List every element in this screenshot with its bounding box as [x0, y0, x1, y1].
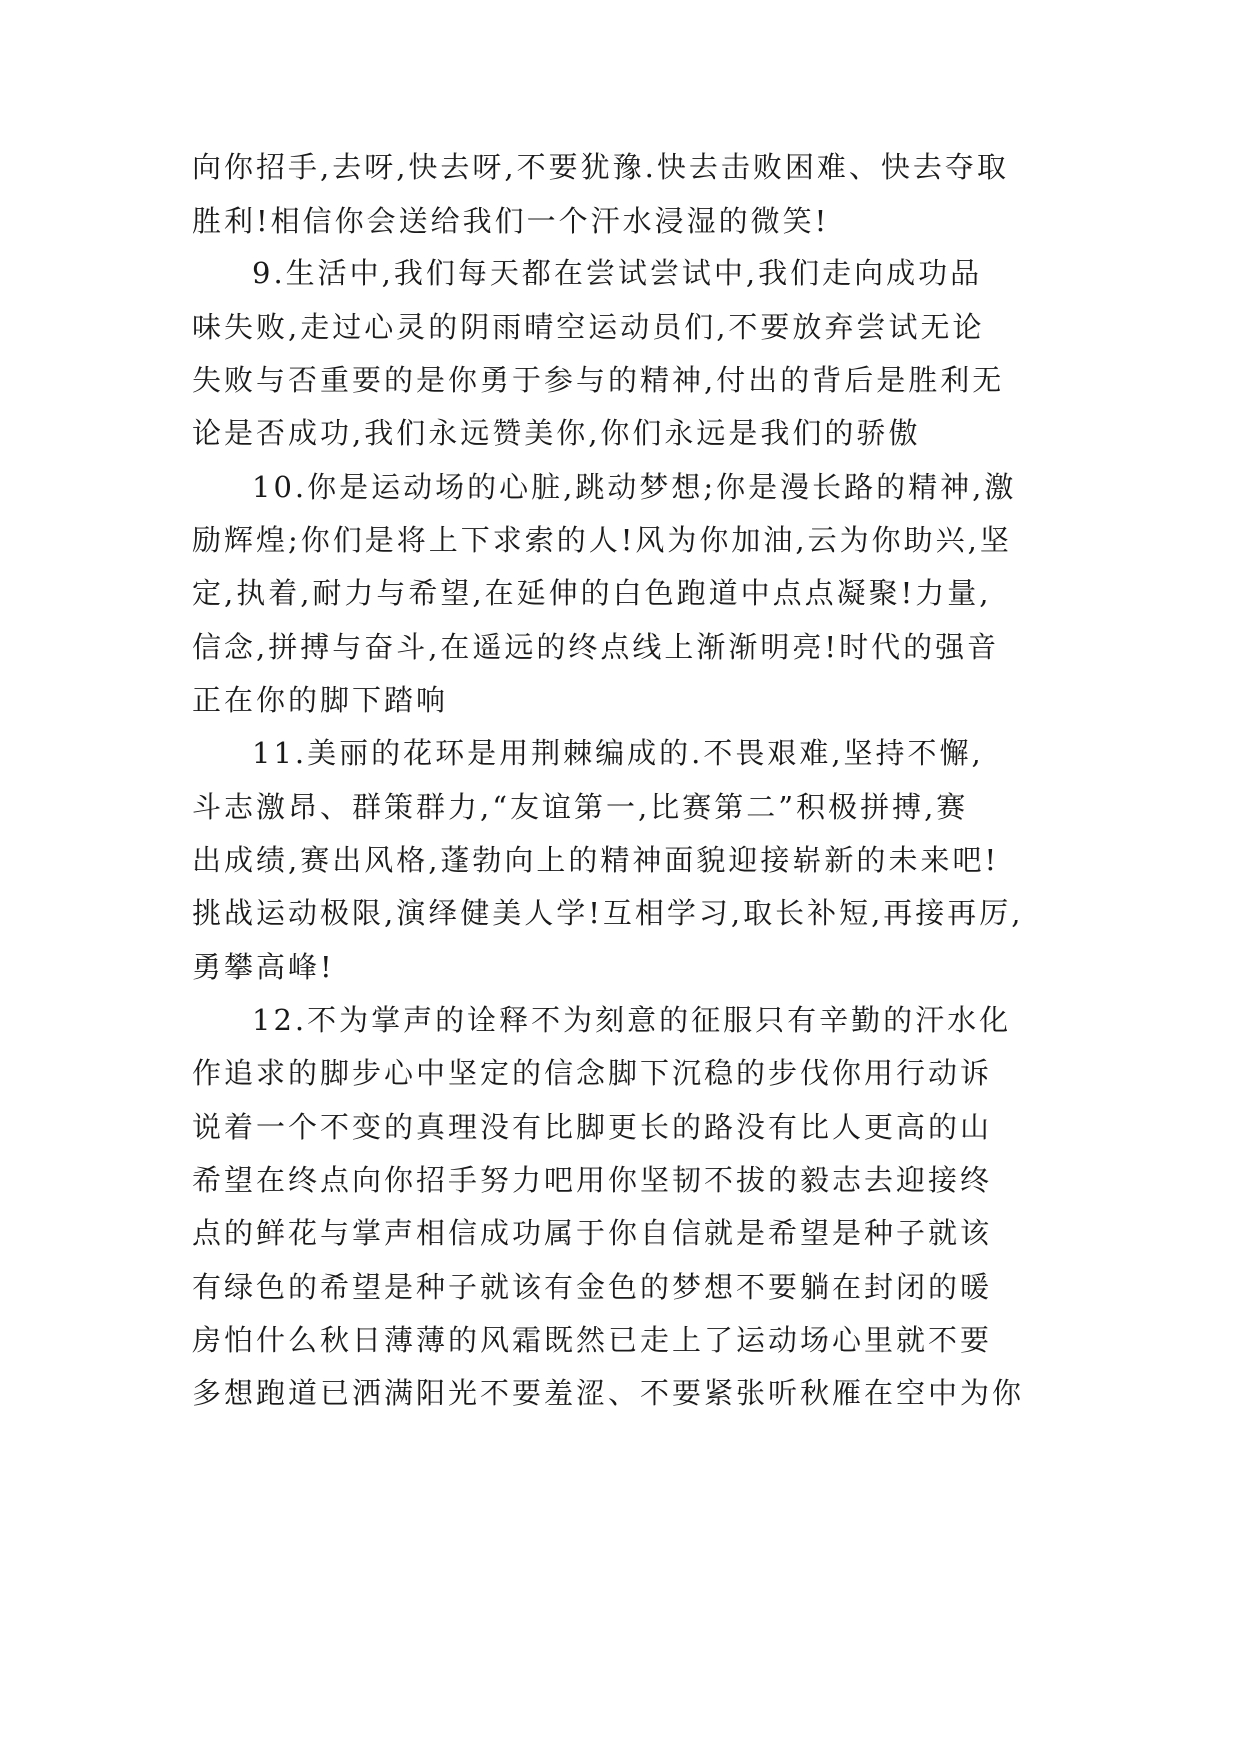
paragraph-9-start: 9.生活中,我们每天都在尝试尝试中,我们走向成功品 — [252, 256, 983, 290]
text-line: 定,执着,耐力与希望,在延伸的白色跑道中点点凝聚!力量, — [192, 576, 992, 610]
text-line: 论是否成功,我们永远赞美你,你们永远是我们的骄傲 — [192, 416, 921, 450]
text-line: 信念,拼搏与奋斗,在遥远的终点线上渐渐明亮!时代的强音 — [192, 630, 1000, 664]
text-line: 说着一个不变的真理没有比脚更长的路没有比人更高的山 — [192, 1110, 993, 1144]
text-line: 房怕什么秋日薄薄的风霜既然已走上了运动场心里就不要 — [192, 1323, 993, 1357]
text-line: 作追求的脚步心中坚定的信念脚下沉稳的步伐你用行动诉 — [192, 1056, 993, 1090]
text-line: 向你招手,去呀,快去呀,不要犹豫.快去击败困难、快去夺取 — [192, 150, 1009, 184]
paragraph-10-start: 10.你是运动场的心脏,跳动梦想;你是漫长路的精神,激 — [252, 470, 1017, 504]
text-line: 勇攀高峰! — [192, 950, 335, 984]
text-line: 正在你的脚下踏响 — [192, 683, 449, 717]
text-line: 味失败,走过心灵的阴雨晴空运动员们,不要放弃尝试无论 — [192, 310, 985, 344]
paragraph-12-start: 12.不为掌声的诠释不为刻意的征服只有辛勤的汗水化 — [252, 1003, 1012, 1037]
text-line: 多想跑道已洒满阳光不要羞涩、不要紧张听秋雁在空中为你 — [192, 1376, 1025, 1410]
text-line: 点的鲜花与掌声相信成功属于你自信就是希望是种子就该 — [192, 1216, 993, 1250]
text-line: 挑战运动极限,演绎健美人学!互相学习,取长补短,再接再厉, — [192, 896, 1024, 930]
text-line: 胜利!相信你会送给我们一个汗水浸湿的微笑! — [192, 204, 830, 238]
text-line: 希望在终点向你招手努力吧用你坚韧不拔的毅志去迎接终 — [192, 1163, 993, 1197]
text-line: 出成绩,赛出风格,蓬勃向上的精神面貌迎接崭新的未来吧! — [192, 843, 1000, 877]
text-line: 失败与否重要的是你勇于参与的精神,付出的背后是胜利无 — [192, 363, 1005, 397]
text-line: 斗志激昂、群策群力,“友谊第一,比赛第二”积极拼搏,赛 — [192, 790, 969, 824]
text-line: 励辉煌;你们是将上下求索的人!风为你加油,云为你助兴,坚 — [192, 523, 1012, 557]
paragraph-11-start: 11.美丽的花环是用荆棘编成的.不畏艰难,坚持不懈, — [252, 736, 984, 770]
text-line: 有绿色的希望是种子就该有金色的梦想不要躺在封闭的暖 — [192, 1270, 993, 1304]
